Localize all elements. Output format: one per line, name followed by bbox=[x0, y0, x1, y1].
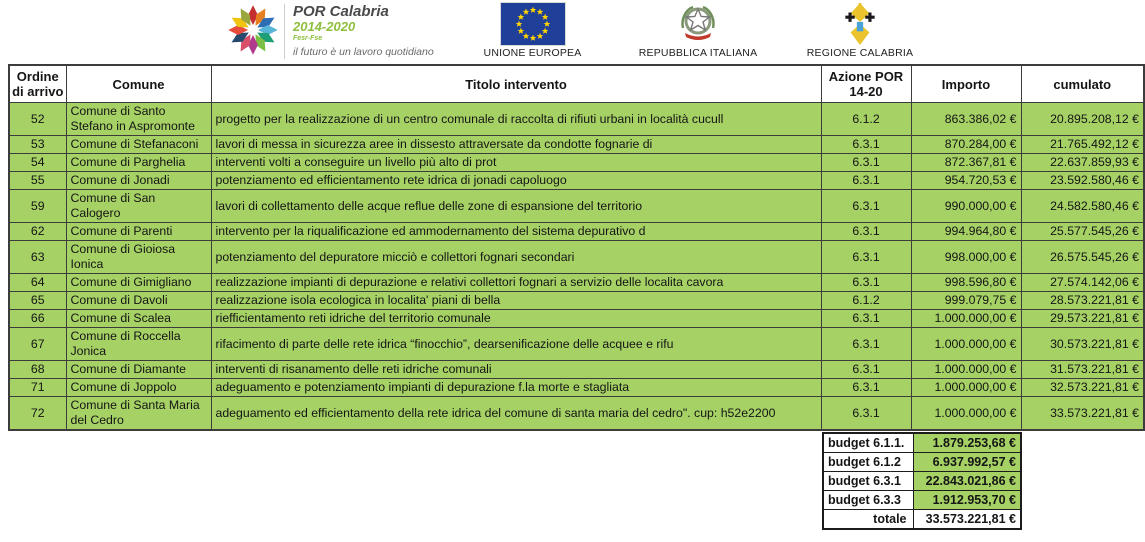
cell-azione: 6.3.1 bbox=[821, 172, 911, 190]
cell-importo: 872.367,81 € bbox=[911, 154, 1021, 172]
summary-value: 22.843.021,86 € bbox=[913, 472, 1021, 491]
cell-azione: 6.3.1 bbox=[821, 274, 911, 292]
cell-ordine: 62 bbox=[9, 223, 66, 241]
summary-label: budget 6.1.2 bbox=[823, 453, 913, 472]
por-pinwheel-icon bbox=[228, 4, 278, 61]
cell-ordine: 67 bbox=[9, 328, 66, 361]
budget-summary-rows bbox=[823, 433, 1021, 529]
summary-row bbox=[823, 491, 1021, 510]
cell-comune: Comune di Parghelia bbox=[66, 154, 211, 172]
cell-cumulato: 33.573.221,81 € bbox=[1021, 397, 1144, 431]
cell-titolo: realizzazione isola ecologica in localita' piani di bella bbox=[211, 292, 821, 310]
cell-cumulato: 26.575.545,26 € bbox=[1021, 241, 1144, 274]
cell-azione: 6.3.1 bbox=[821, 397, 911, 431]
cell-cumulato: 21.765.492,12 € bbox=[1021, 136, 1144, 154]
summary-row bbox=[823, 433, 1021, 453]
cell-comune: Comune di Gimigliano bbox=[66, 274, 211, 292]
cell-azione: 6.3.1 bbox=[821, 328, 911, 361]
eu-flag-icon bbox=[470, 2, 595, 46]
cell-ordine: 55 bbox=[9, 172, 66, 190]
cell-cumulato: 27.574.142,06 € bbox=[1021, 274, 1144, 292]
col-header-cumulato: cumulato bbox=[1021, 65, 1144, 103]
table-row bbox=[9, 154, 1144, 172]
cell-comune: Comune di Gioiosa Ionica bbox=[66, 241, 211, 274]
cell-titolo: realizzazione impianti di depurazione e relativi collettori fognari a servizio delle localita cavora bbox=[211, 274, 821, 292]
cell-azione: 6.3.1 bbox=[821, 241, 911, 274]
cell-comune: Comune di Roccella Jonica bbox=[66, 328, 211, 361]
cell-azione: 6.1.2 bbox=[821, 292, 911, 310]
por-logo-text bbox=[284, 4, 434, 59]
cell-importo: 994.964,80 € bbox=[911, 223, 1021, 241]
cell-titolo: progetto per la realizzazione di un centro comunale di raccolta di rifiuti urbani in località cucull bbox=[211, 103, 821, 136]
cell-importo: 999.079,75 € bbox=[911, 292, 1021, 310]
cell-importo: 863.386,02 € bbox=[911, 103, 1021, 136]
intervento-rows bbox=[9, 103, 1144, 431]
cell-comune: Comune di Santa Maria del Cedro bbox=[66, 397, 211, 431]
cell-ordine: 71 bbox=[9, 379, 66, 397]
col-header-azione: Azione POR 14-20 bbox=[821, 65, 911, 103]
cell-importo: 990.000,00 € bbox=[911, 190, 1021, 223]
logo-band bbox=[0, 0, 1145, 62]
cell-titolo: lavori di collettamento delle acque reflue delle zone di espansione del territorio bbox=[211, 190, 821, 223]
cell-cumulato: 23.592.580,46 € bbox=[1021, 172, 1144, 190]
region-label: REGIONE CALABRIA bbox=[806, 47, 914, 59]
cell-importo: 954.720,53 € bbox=[911, 172, 1021, 190]
cell-titolo: rifacimento di parte delle rete idrica “finocchio”, dearsenificazione delle acquee e rifu bbox=[211, 328, 821, 361]
cell-cumulato: 24.582.580,46 € bbox=[1021, 190, 1144, 223]
summary-label: budget 6.3.1 bbox=[823, 472, 913, 491]
cell-comune: Comune di Jonadi bbox=[66, 172, 211, 190]
por-tagline: il futuro è un lavoro quotidiano bbox=[293, 46, 434, 58]
cell-importo: 1.000.000,00 € bbox=[911, 361, 1021, 379]
cell-titolo: riefficientamento reti idriche del territorio comunale bbox=[211, 310, 821, 328]
table-row bbox=[9, 223, 1144, 241]
table-row bbox=[9, 103, 1144, 136]
cell-importo: 1.000.000,00 € bbox=[911, 397, 1021, 431]
table-header bbox=[9, 65, 1144, 103]
cell-cumulato: 22.637.859,93 € bbox=[1021, 154, 1144, 172]
cell-titolo: interventi di risanamento delle reti idriche comunali bbox=[211, 361, 821, 379]
cell-comune: Comune di Scalea bbox=[66, 310, 211, 328]
cell-comune: Comune di San Calogero bbox=[66, 190, 211, 223]
por-title: POR Calabria bbox=[293, 3, 389, 20]
cell-ordine: 54 bbox=[9, 154, 66, 172]
republic-label: REPUBBLICA ITALIANA bbox=[638, 47, 758, 59]
summary-label: budget 6.3.3 bbox=[823, 491, 913, 510]
cell-ordine: 65 bbox=[9, 292, 66, 310]
table-row bbox=[9, 172, 1144, 190]
table-row bbox=[9, 310, 1144, 328]
cell-importo: 1.000.000,00 € bbox=[911, 328, 1021, 361]
por-calabria-logo bbox=[228, 4, 434, 61]
cell-ordine: 59 bbox=[9, 190, 66, 223]
cell-titolo: interventi volti a conseguire un livello più alto di prot bbox=[211, 154, 821, 172]
cell-cumulato: 28.573.221,81 € bbox=[1021, 292, 1144, 310]
eu-logo-block bbox=[470, 2, 595, 59]
summary-value: 1.912.953,70 € bbox=[913, 491, 1021, 510]
cell-azione: 6.1.2 bbox=[821, 103, 911, 136]
cell-azione: 6.3.1 bbox=[821, 154, 911, 172]
cell-cumulato: 29.573.221,81 € bbox=[1021, 310, 1144, 328]
col-header-importo: Importo bbox=[911, 65, 1021, 103]
budget-summary-table bbox=[822, 432, 1022, 530]
cell-cumulato: 20.895.208,12 € bbox=[1021, 103, 1144, 136]
summary-value: 6.937.992,57 € bbox=[913, 453, 1021, 472]
table-row bbox=[9, 328, 1144, 361]
cell-titolo: adeguamento ed efficientamento della rete idrica del comune di santa maria del cedro". cup: h52e2200 bbox=[211, 397, 821, 431]
cell-cumulato: 31.573.221,81 € bbox=[1021, 361, 1144, 379]
interventi-table bbox=[8, 64, 1145, 431]
summary-label: budget 6.1.1. bbox=[823, 433, 913, 453]
republic-logo-block bbox=[618, 2, 778, 59]
summary-row bbox=[823, 472, 1021, 491]
cell-titolo: potenziamento del depuratore micciò e collettori fognari secondari bbox=[211, 241, 821, 274]
cell-ordine: 68 bbox=[9, 361, 66, 379]
cell-comune: Comune di Parenti bbox=[66, 223, 211, 241]
cell-cumulato: 32.573.221,81 € bbox=[1021, 379, 1144, 397]
table-row bbox=[9, 190, 1144, 223]
italy-emblem-icon bbox=[618, 2, 778, 46]
cell-importo: 1.000.000,00 € bbox=[911, 310, 1021, 328]
cell-importo: 1.000.000,00 € bbox=[911, 379, 1021, 397]
cell-comune: Comune di Santo Stefano in Aspromonte bbox=[66, 103, 211, 136]
cell-azione: 6.3.1 bbox=[821, 379, 911, 397]
cell-ordine: 72 bbox=[9, 397, 66, 431]
cell-comune: Comune di Davoli bbox=[66, 292, 211, 310]
cell-azione: 6.3.1 bbox=[821, 190, 911, 223]
por-years: 2014-2020 bbox=[293, 19, 356, 34]
region-logo-block bbox=[795, 2, 925, 59]
cell-importo: 998.000,00 € bbox=[911, 241, 1021, 274]
table-row bbox=[9, 274, 1144, 292]
table-row bbox=[9, 241, 1144, 274]
cell-azione: 6.3.1 bbox=[821, 136, 911, 154]
cell-importo: 998.596,80 € bbox=[911, 274, 1021, 292]
col-header-comune: Comune bbox=[66, 65, 211, 103]
cell-ordine: 52 bbox=[9, 103, 66, 136]
eu-label: UNIONE EUROPEA bbox=[483, 47, 582, 59]
cell-ordine: 53 bbox=[9, 136, 66, 154]
cell-comune: Comune di Joppolo bbox=[66, 379, 211, 397]
calabria-logo-icon bbox=[795, 2, 925, 46]
summary-value: 33.573.221,81 € bbox=[913, 510, 1021, 530]
cell-importo: 870.284,00 € bbox=[911, 136, 1021, 154]
table-row bbox=[9, 292, 1144, 310]
col-header-titolo: Titolo intervento bbox=[211, 65, 821, 103]
table-row bbox=[9, 379, 1144, 397]
summary-row bbox=[823, 453, 1021, 472]
cell-cumulato: 30.573.221,81 € bbox=[1021, 328, 1144, 361]
table-row bbox=[9, 397, 1144, 431]
cell-comune: Comune di Stefanaconi bbox=[66, 136, 211, 154]
summary-label: totale bbox=[823, 510, 913, 530]
col-header-ordine: Ordine di arrivo bbox=[9, 65, 66, 103]
cell-titolo: lavori di messa in sicurezza aree in dissesto attraversate da condotte fognarie di bbox=[211, 136, 821, 154]
cell-titolo: intervento per la riqualificazione ed ammodernamento del sistema depurativo d bbox=[211, 223, 821, 241]
cell-azione: 6.3.1 bbox=[821, 361, 911, 379]
cell-titolo: adeguamento e potenziamento impianti di depurazione f.la morte e stagliata bbox=[211, 379, 821, 397]
por-sub: Fesr-Fse bbox=[293, 35, 323, 42]
cell-ordine: 63 bbox=[9, 241, 66, 274]
cell-ordine: 66 bbox=[9, 310, 66, 328]
cell-azione: 6.3.1 bbox=[821, 310, 911, 328]
cell-cumulato: 25.577.545,26 € bbox=[1021, 223, 1144, 241]
cell-ordine: 64 bbox=[9, 274, 66, 292]
summary-row bbox=[823, 510, 1021, 530]
table-row bbox=[9, 361, 1144, 379]
table-row bbox=[9, 136, 1144, 154]
cell-titolo: potenziamento ed efficientamento rete idrica di jonadi capoluogo bbox=[211, 172, 821, 190]
summary-value: 1.879.253,68 € bbox=[913, 433, 1021, 453]
cell-azione: 6.3.1 bbox=[821, 223, 911, 241]
cell-comune: Comune di Diamante bbox=[66, 361, 211, 379]
